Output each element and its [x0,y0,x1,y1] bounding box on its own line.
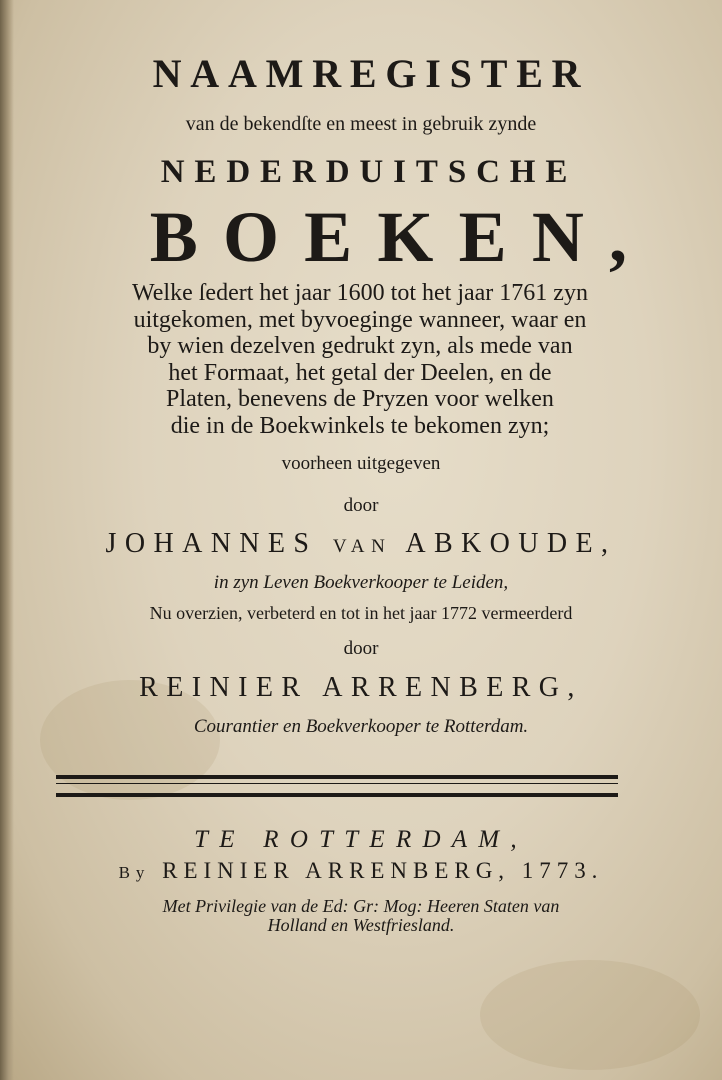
title-subtitle: van de bekendſte en meest in gebruik zynde [185,113,537,135]
author-first-name: JOHANNES [105,528,318,559]
printer-prefix: By [118,863,151,882]
by-label: door [343,495,379,516]
description-line: uitgekomen, met byvoeginge wanneer, waar en [133,306,587,333]
description-line: Platen, benevens de Pryzen voor welken [166,386,554,412]
previously-published: voorheen uitgegeven [281,453,441,474]
revision-note: Nu overzien, verbeterd en tot in het jaar 1772 vermeerderd [149,603,573,623]
description-line: het Formaat, het getal der Deelen, en de [168,359,552,386]
printer-name: REINIER ARRENBERG, [162,858,511,883]
author-role: in zyn Leven Boekverkooper te Leiden, [213,572,509,593]
description-line: by wien dezelven gedrukt zyn, als mede van [147,333,573,359]
privilege-line-1: Met Privilegie van de Ed: Gr: Mog: Heeren Staten van [162,896,560,916]
imprint-printer [0,858,722,884]
author-particle: VAN [332,536,392,557]
description-block [60,280,660,439]
double-rule-top [56,775,618,779]
title-line-3: BOEKEN, [149,197,653,277]
imprint-year: 1773. [521,858,604,883]
by-label-2: door [343,638,379,659]
paper-stain [480,960,700,1070]
title-line-2: NEDERDUITSCHE [160,154,578,190]
author-name [0,528,722,560]
editor-role: Courantier en Boekverkooper te Rotterdam. [193,716,529,737]
imprint-city: TE ROTTERDAM, [194,826,528,853]
description-line: die in de Boekwinkels te bekomen zyn; [170,412,550,439]
privilege-line-2: Holland en Westfriesland. [267,915,455,935]
title-main: NAAMREGISTER [152,51,590,96]
author-last-name: ABKOUDE, [405,528,617,559]
editor-name: REINIER ARRENBERG, [139,672,583,703]
double-rule-bottom [56,793,618,797]
double-rule-middle [56,783,618,784]
description-line: Welke ſedert het jaar 1600 tot het jaar 1761 zyn [132,280,588,306]
